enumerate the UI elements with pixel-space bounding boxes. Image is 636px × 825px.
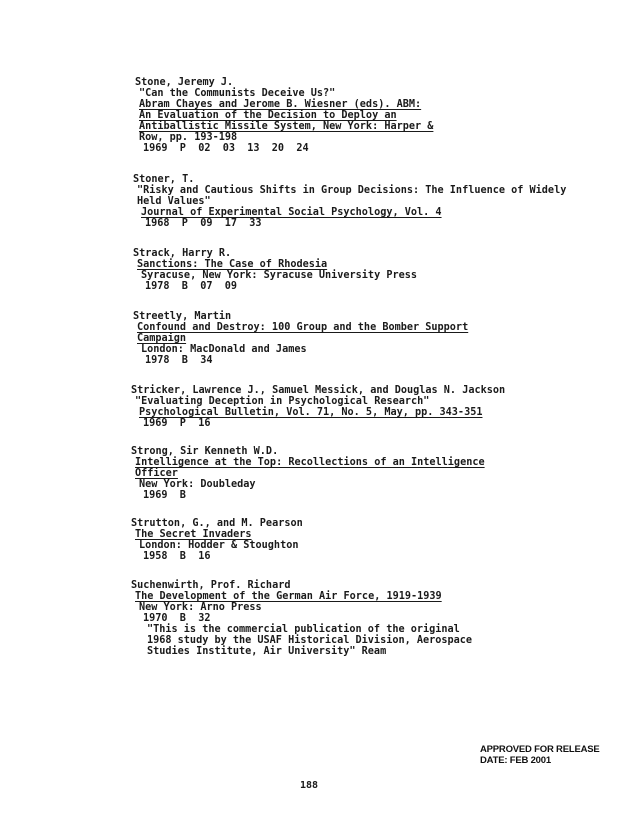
entry-author: Stone, Jeremy J. [135,77,234,88]
entry-line: "Evaluating Deception in Psychological Research" [135,396,430,407]
entry-line: Row, pp. 193-198 [139,132,238,143]
entry-line: Journal of Experimental Social Psychology, Vol. 4 [141,207,442,218]
bibliography-entry [131,385,636,429]
entry-note: 1968 study by the USAF Historical Division, Aerospace [147,635,473,646]
entry-author: Suchenwirth, Prof. Richard [131,580,291,591]
entry-line: Psychological Bulletin, Vol. 71, No. 5, May, pp. 343-351 [139,407,483,418]
entry-line: New York: Arno Press [139,602,262,613]
entry-line: The Secret Invaders [135,529,252,540]
entry-note: Studies Institute, Air University" Ream [147,646,387,657]
entry-line: The Development of the German Air Force, 1919-1939 [135,591,442,602]
entry-line: New York: Doubleday [139,479,256,490]
entry-line: An Evaluation of the Decision to Deploy an [139,110,397,121]
bibliography-entry [135,77,636,154]
entry-line: London: Hodder & Stoughton [139,540,299,551]
entry-note: "This is the commercial publication of the original [147,624,460,635]
bibliography-entry [131,580,636,657]
entry-author: Streetly, Martin [133,311,232,322]
entry-author: Strong, Sir Kenneth W.D. [131,446,279,457]
entry-line: Antiballistic Missile System, New York: Harper & [139,121,434,132]
release-stamp-line: APPROVED FOR RELEASE [480,744,600,755]
entry-line: Sanctions: The Case of Rhodesia [137,259,328,270]
entry-author: Strack, Harry R. [133,248,232,259]
entry-line: Confound and Destroy: 100 Group and the Bomber Support [137,322,469,333]
release-stamp [480,744,600,766]
entry-line: Campaign [137,333,187,344]
entry-codes: 1969 P 02 03 13 20 24 [143,143,309,154]
entry-line: Officer [135,468,178,479]
entry-line: "Can the Communists Deceive Us?" [139,88,336,99]
entry-line: London: MacDonald and James [141,344,307,355]
entry-line: "Risky and Cautious Shifts in Group Decisions: The Influence of Widely [137,185,567,196]
entry-codes: 1970 B 32 [143,613,211,624]
bibliography-entry [131,446,636,501]
entry-author: Stoner, T. [133,174,195,185]
entry-author: Strutton, G., and M. Pearson [131,518,303,529]
entry-line: Intelligence at the Top: Recollections of an Intelligence [135,457,485,468]
page-number: 188 [300,780,319,791]
entry-author: Stricker, Lawrence J., Samuel Messick, and Douglas N. Jackson [131,385,506,396]
entry-codes: 1978 B 34 [145,355,213,366]
entry-codes: 1978 B 07 09 [145,281,238,292]
bibliography-entry [131,518,636,562]
release-stamp-date: DATE: FEB 2001 [480,755,551,766]
entry-line: Held Values" [137,196,211,207]
bibliography-entry [133,248,636,292]
bibliography-entry [133,311,636,366]
entry-line: Abram Chayes and Jerome B. Wiesner (eds). ABM: [139,99,422,110]
entry-line: Syracuse, New York: Syracuse University Press [141,270,418,281]
entry-codes: 1969 B [143,490,186,501]
bibliography-entry [133,174,636,229]
entry-codes: 1968 P 09 17 33 [145,218,262,229]
entry-codes: 1958 B 16 [143,551,211,562]
entry-codes: 1969 P 16 [143,418,211,429]
